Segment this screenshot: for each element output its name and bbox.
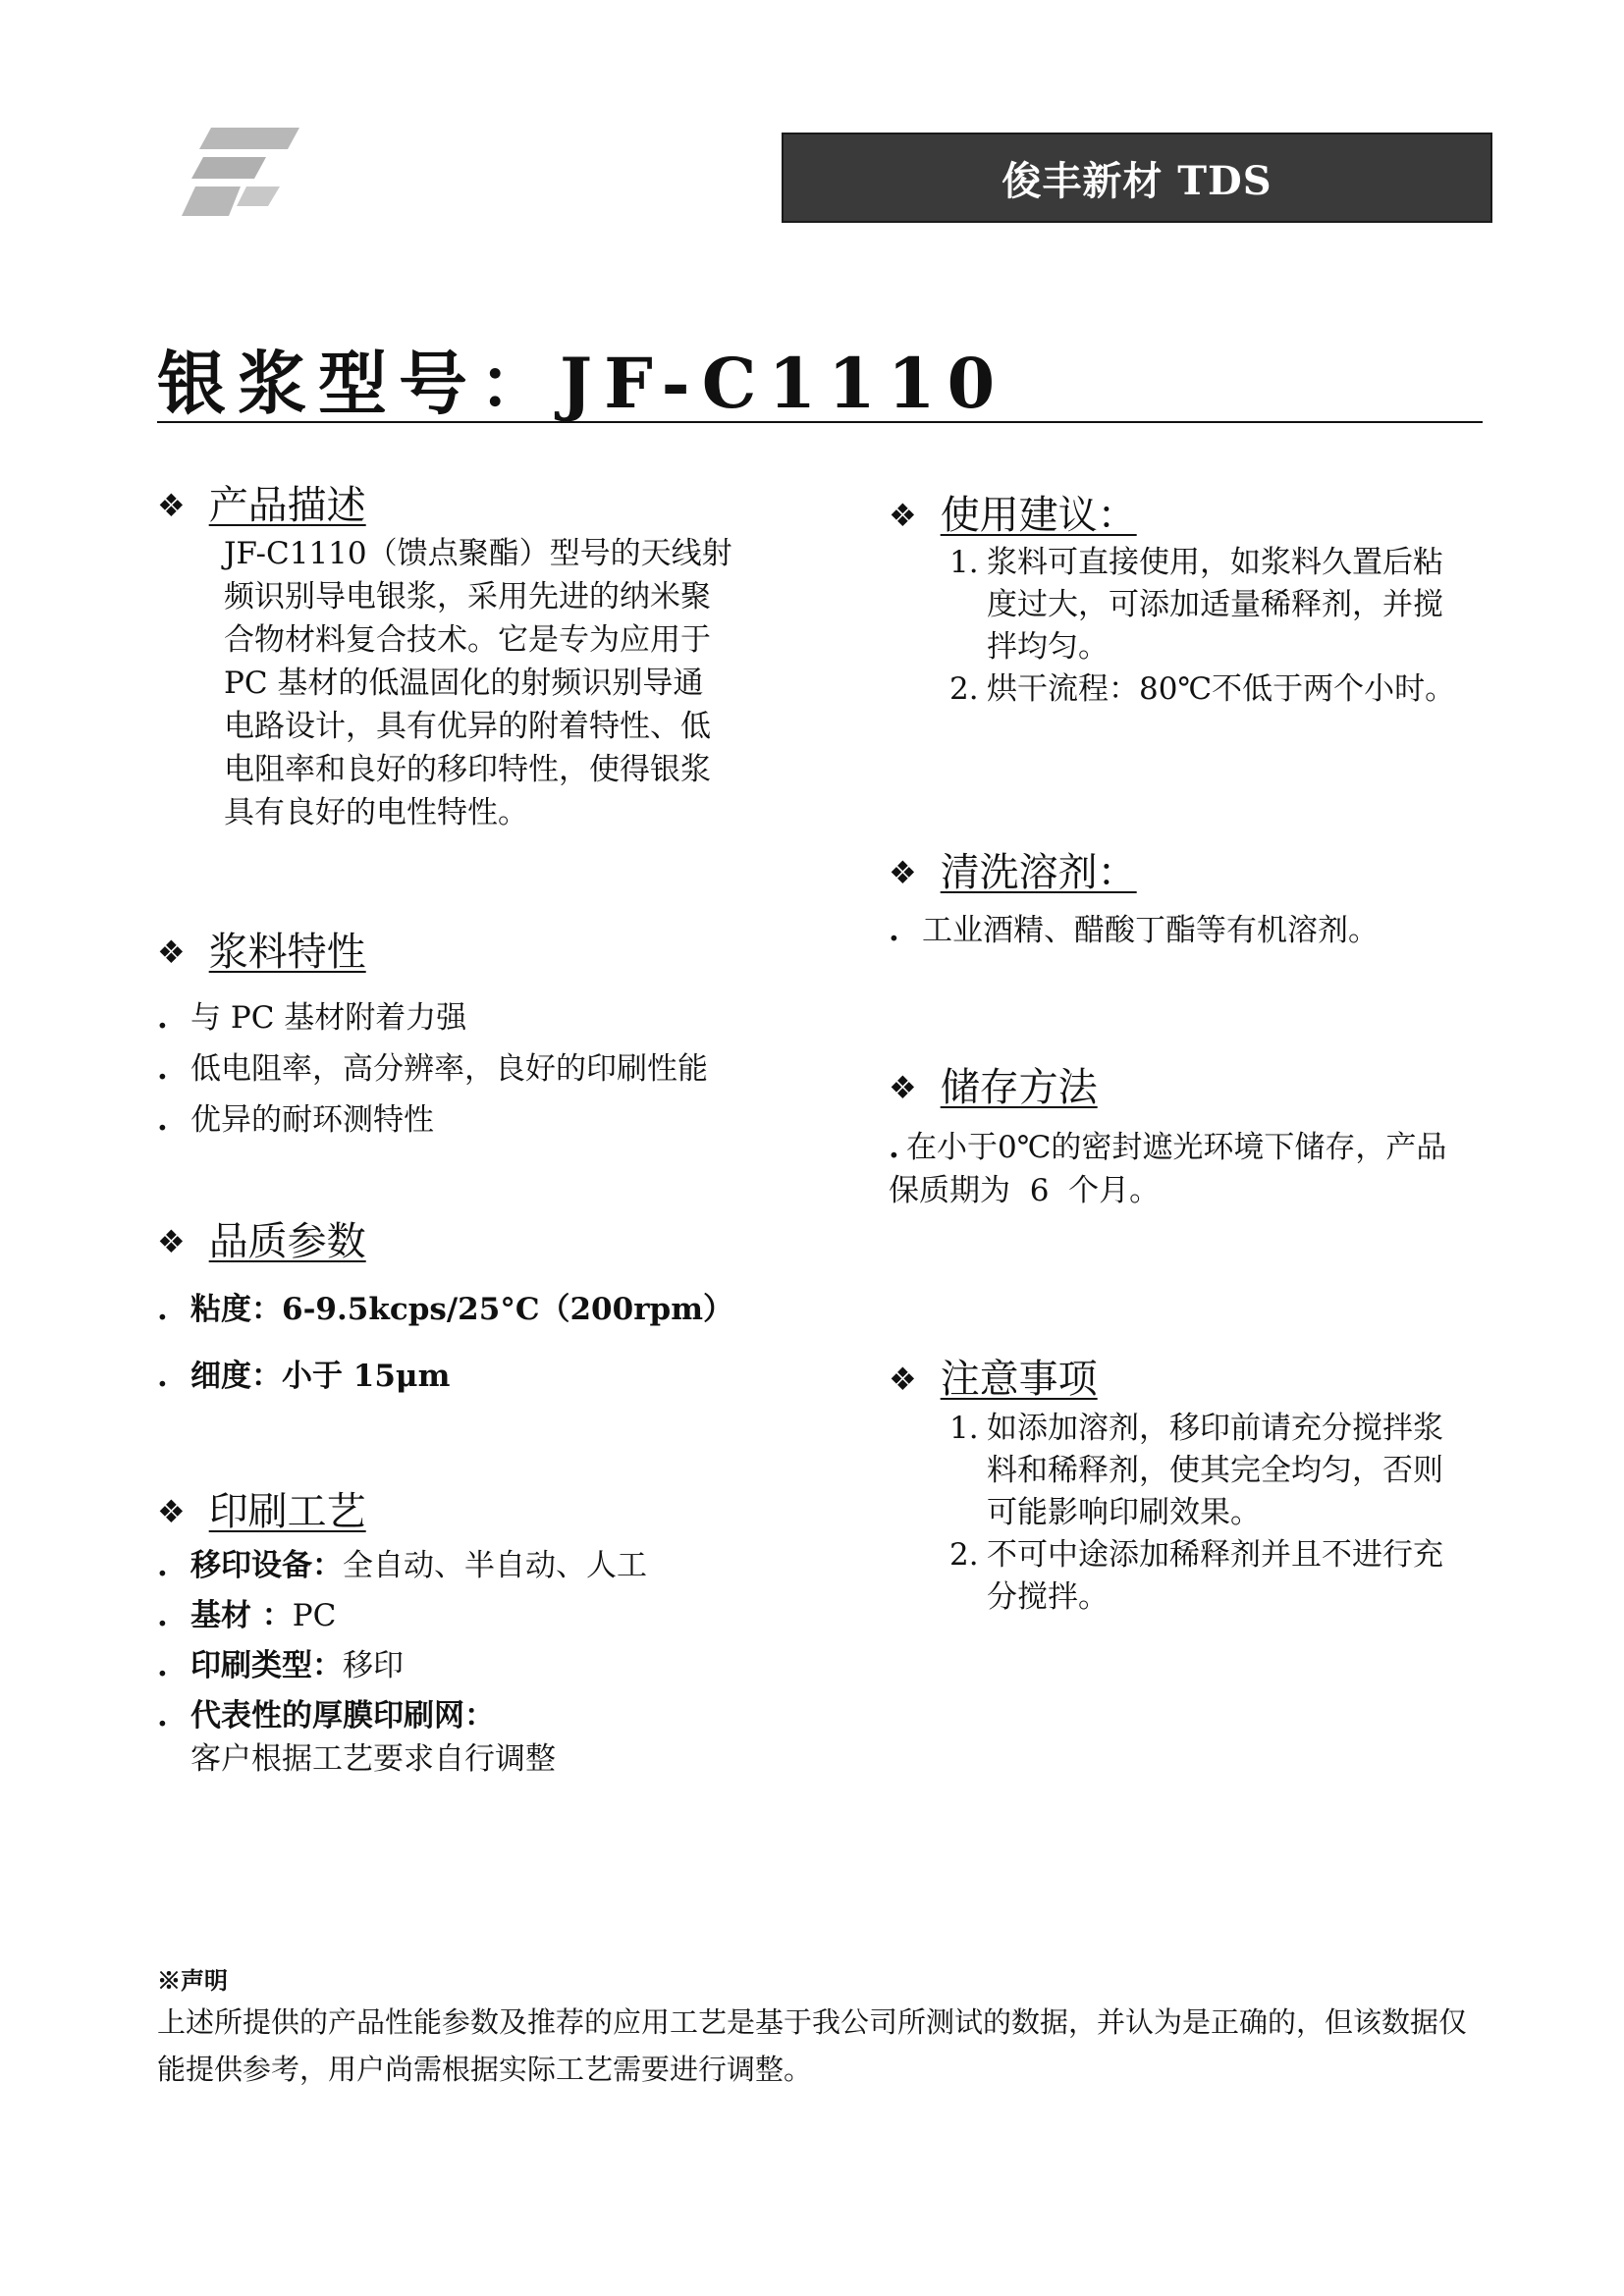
section-title: 储存方法 — [940, 1065, 1098, 1110]
section-notes — [889, 1355, 1497, 1619]
section-usage-suggestions — [889, 491, 1497, 711]
section-title: 使用建议： — [940, 493, 1137, 538]
bullet-dot-icon: . — [157, 1292, 168, 1327]
list-item: . 低电阻率，高分辨率，良好的印刷性能 — [157, 1047, 785, 1091]
page-title: 银浆型号：JF-C1110 — [157, 343, 1007, 424]
diamond-bullet-icon: ❖ — [889, 497, 917, 534]
disclaimer-line: 能提供参考，用户尚需根据实际工艺需要进行调整。 — [157, 2053, 813, 2086]
diamond-bullet-icon: ❖ — [157, 1223, 186, 1260]
storage-line: 保质期为 6 个月。 — [889, 1173, 1161, 1208]
description-line: 频识别导电银浆，采用先进的纳米聚 — [224, 579, 711, 614]
diamond-bullet-icon: ❖ — [157, 934, 186, 971]
description-line: 合物材料复合技术。它是专为应用于 — [224, 622, 711, 658]
section-title: 清洗溶剂： — [940, 850, 1137, 895]
description-line: 具有良好的电性特性。 — [224, 795, 528, 830]
disclaimer-line: 上述所提供的产品性能参数及推荐的应用工艺是基于我公司所测试的数据，并认为是正确的，但该数据仅 — [157, 2005, 1468, 2039]
section-heading — [889, 848, 1497, 897]
diamond-bullet-icon: ❖ — [157, 1493, 186, 1530]
description-line: 电路设计，具有优异的附着特性、低 — [224, 709, 711, 744]
bullet-dot-icon: . — [157, 1598, 168, 1633]
section-heading — [889, 1355, 1497, 1404]
section-printing-process — [157, 1487, 785, 1781]
section-storage-method — [889, 1063, 1497, 1212]
diamond-bullet-icon: ❖ — [889, 854, 917, 891]
description-line: 电阻率和良好的移印特性，使得银浆 — [224, 752, 711, 787]
diamond-bullet-icon: ❖ — [889, 1069, 917, 1106]
disclaimer-heading: ※声明 — [157, 1966, 228, 1995]
bullet-dot-icon: . — [157, 1102, 168, 1138]
list-item: . 细度： 小于 15μm — [157, 1355, 785, 1398]
list-item: 1. 如添加溶剂，移印前请充分搅拌浆 料和稀释剂，使其完全均匀，否则 可能影响印刷效果。 — [949, 1411, 1443, 1530]
section-paste-features — [157, 928, 785, 1142]
section-heading — [889, 1063, 1497, 1112]
bullet-dot-icon: . — [157, 1000, 168, 1036]
list-item: . 工业酒精、醋酸丁酯等有机溶剂。 — [889, 909, 1497, 952]
section-title: 品质参数 — [208, 1219, 366, 1264]
bullet-dot-icon: . — [157, 1648, 168, 1683]
section-title: 浆料特性 — [208, 930, 366, 975]
company-logo — [182, 128, 304, 221]
list-item: . 与 PC 基材附着力强 — [157, 996, 785, 1040]
list-item: 1. 浆料可直接使用，如浆料久置后粘 度过大，可添加适量稀释剂，并搅 拌均匀。 — [949, 545, 1443, 665]
list-item: . 移印设备： 全自动、半自动、人工 — [157, 1544, 785, 1587]
section-cleaning-solvent — [889, 848, 1497, 952]
section-product-description — [157, 481, 766, 834]
bullet-dot-icon: . — [157, 1051, 168, 1087]
storage-line: . 在小于0℃的密封遮光环境下储存，产品 — [889, 1126, 1497, 1169]
bullet-dot-icon: . — [157, 1698, 168, 1734]
section-title: 产品描述 — [208, 483, 366, 528]
diamond-bullet-icon: ❖ — [889, 1361, 917, 1398]
bullet-dot-icon: . — [157, 1359, 168, 1394]
section-heading — [157, 1487, 785, 1536]
section-title: 印刷工艺 — [208, 1489, 366, 1534]
stripe-logo-icon — [182, 128, 304, 221]
section-heading — [157, 1217, 785, 1266]
section-title: 注意事项 — [940, 1357, 1098, 1402]
section-heading — [889, 491, 1497, 540]
list-item: 2. 烘干流程：80℃不低于两个小时。 — [949, 671, 1456, 707]
description-line: PC 基材的低温固化的射频识别导通 — [224, 666, 704, 701]
title-divider — [157, 421, 1483, 423]
disclaimer — [157, 1963, 1488, 2093]
list-item: . 印刷类型： 移印 — [157, 1644, 785, 1687]
section-heading — [157, 481, 766, 530]
section-quality-parameters — [157, 1217, 785, 1398]
description-line: JF-C1110（馈点聚酯）型号的天线射 — [224, 536, 732, 571]
tds-badge: 俊丰新材 TDS — [782, 133, 1492, 223]
bullet-dot-icon: . — [157, 1548, 168, 1583]
bullet-dot-icon: . — [889, 1130, 899, 1165]
list-item: . 优异的耐环测特性 — [157, 1098, 785, 1142]
section-heading — [157, 928, 785, 977]
list-item: . 粘度： 6-9.5kcps/25°C（200rpm） — [157, 1288, 785, 1331]
diamond-bullet-icon: ❖ — [157, 487, 186, 524]
bullet-dot-icon: . — [889, 913, 899, 948]
list-item: . 代表性的厚膜印刷网： — [157, 1694, 785, 1737]
printing-note: 客户根据工艺要求自行调整 — [190, 1741, 556, 1777]
list-item: . 基材 ： PC — [157, 1594, 785, 1637]
list-item: 2. 不可中途添加稀释剂并且不进行充 分搅拌。 — [949, 1537, 1443, 1615]
description-text — [224, 532, 766, 834]
